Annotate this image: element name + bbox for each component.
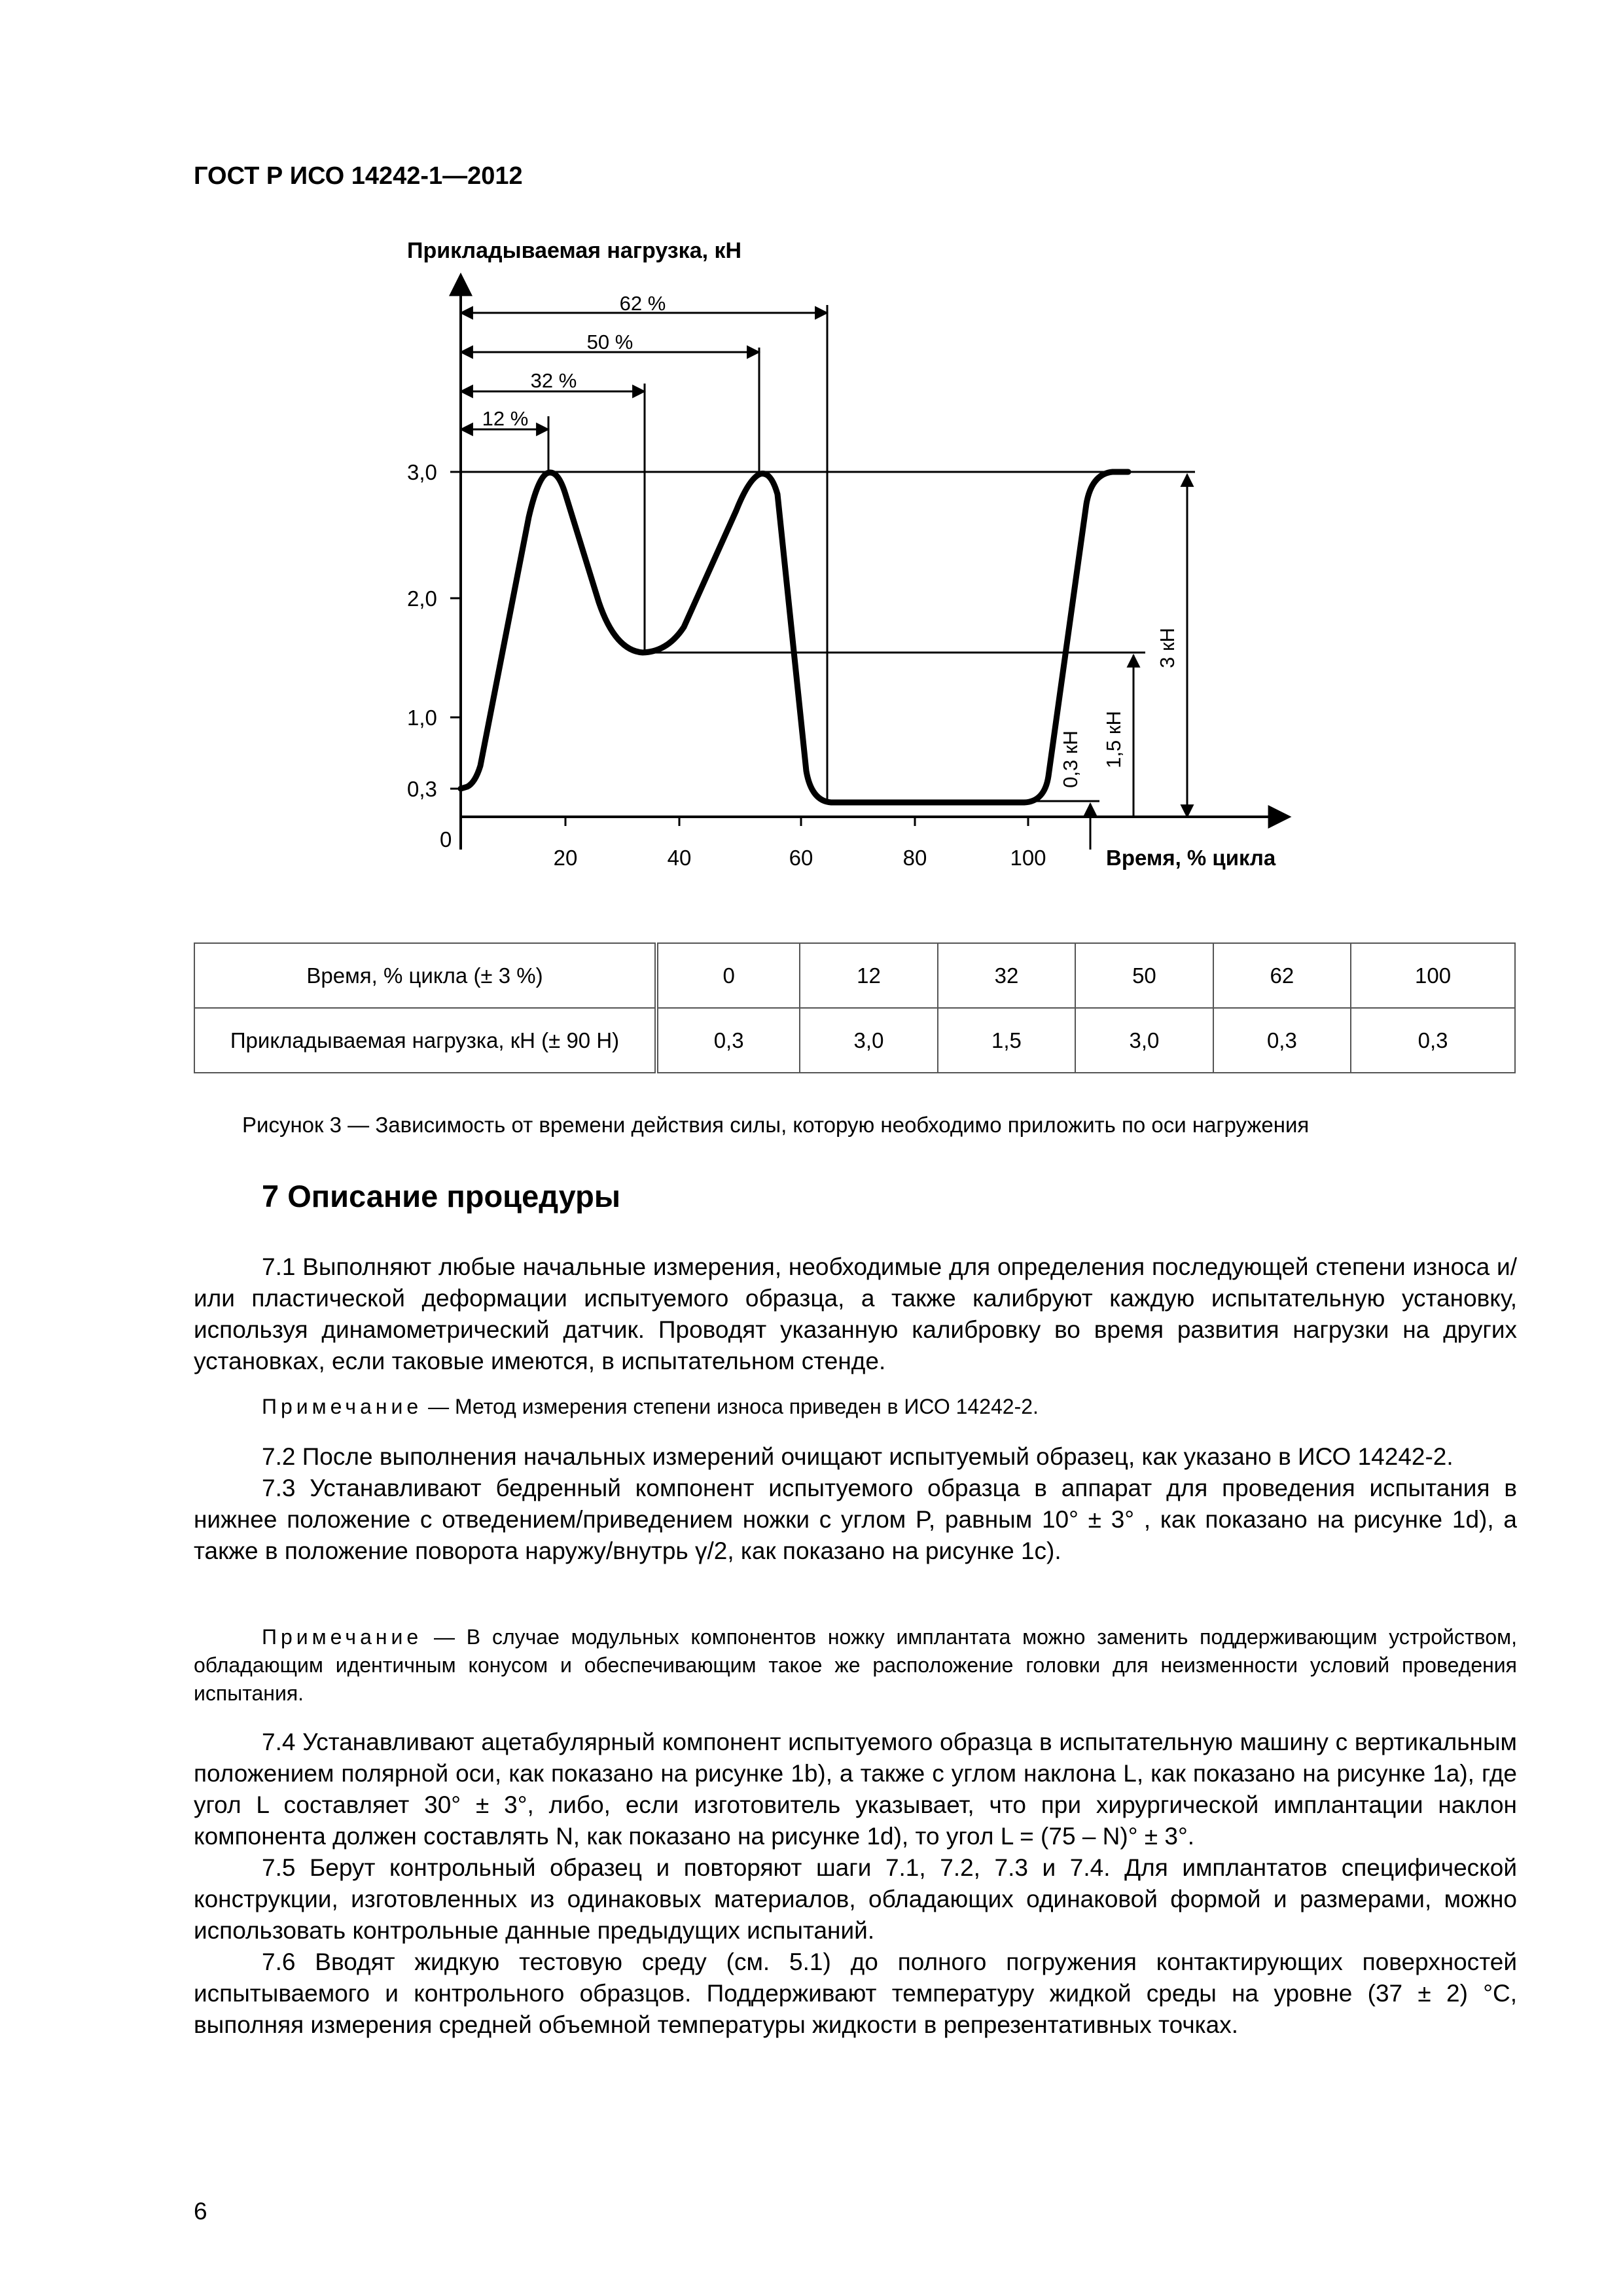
load-time-chart — [0, 0, 1623, 916]
load-time-table — [194, 942, 1516, 1073]
x-axis-label: Время, % цикла — [1106, 846, 1276, 870]
pct-label-62: 62 % — [619, 292, 666, 315]
table-row-label: Прикладываемая нагрузка, кН (± 90 Н) — [194, 1008, 656, 1073]
table-cell: 12 — [800, 943, 937, 1008]
table-cell: 0,3 — [656, 1008, 800, 1073]
amp-label-03: 0,3 кН — [1059, 730, 1082, 788]
note-1-block — [194, 1393, 1517, 1421]
table-cell: 50 — [1075, 943, 1213, 1008]
x-tick-label: 60 — [789, 846, 813, 870]
note-label: Примечание — [262, 1395, 423, 1418]
table-row — [194, 1008, 1515, 1073]
y-tick-label: 1,0 — [407, 706, 437, 730]
table-cell: 0,3 — [1351, 1008, 1515, 1073]
note-2 — [194, 1623, 1517, 1708]
paragraph-7-5: 7.5 Берут контрольный образец и повторяют шаги 7.1, 7.2, 7.3 и 7.4. Для имплантатов специфической конструкции, изготовленных из одинаковых материалов, обладающих одинаковой формой и размерами, можно использовать контрольные данные предыдущих испытаний. — [194, 1854, 1517, 1944]
x-tick-label: 20 — [553, 846, 578, 870]
x-tick-label: 80 — [902, 846, 927, 870]
table-cell: 3,0 — [800, 1008, 937, 1073]
paragraphs-7-4-7-6-block — [194, 1727, 1517, 2041]
table-cell: 32 — [938, 943, 1075, 1008]
origin-label: 0 — [440, 827, 452, 852]
pct-label-50: 50 % — [586, 331, 633, 353]
table-row — [194, 943, 1515, 1008]
figure-caption: Рисунок 3 — Зависимость от времени действия силы, которую необходимо приложить по оси нагружения — [242, 1113, 1310, 1137]
paragraph-7-3: 7.3 Устанавливают бедренный компонент испытуемого образца в аппарат для проведения испытания в нижнее положение с отведением/приведением ножки с углом P, равным 10° ± 3° , как показано на рисунке 1d), а также в положение поворота наружу/внутрь γ/2, как показано на рисунке 1с). — [194, 1475, 1517, 1564]
x-ticks — [565, 817, 1028, 826]
section-title: 7 Описание процедуры — [262, 1179, 620, 1213]
amp-label-15: 1,5 кН — [1102, 711, 1125, 768]
y-axis-label: Прикладываемая нагрузка, кН — [407, 238, 742, 263]
y-tick-label: 0,3 — [407, 777, 437, 801]
document-code-header: ГОСТ Р ИСО 14242-1—2012 — [194, 162, 523, 190]
table-cell: 0,3 — [1213, 1008, 1351, 1073]
paragraph-7-1-block — [194, 1251, 1517, 1377]
table-cell: 0 — [656, 943, 800, 1008]
paragraph-7-2: 7.2 После выполнения начальных измерений очищают испытуемый образец, как указано в ИСО 14242-2. — [262, 1443, 1454, 1470]
pct-label-12: 12 % — [482, 407, 529, 430]
table-cell: 1,5 — [938, 1008, 1075, 1073]
table-cell: 3,0 — [1075, 1008, 1213, 1073]
paragraph-7-1: 7.1 Выполняют любые начальные измерения, необходимые для определения последующей степени износа и/или пластической деформации испытуемого образца, а также калибруют каждую испытательную установку, используя динамометрический датчик. Проводят указанную калибровку во время развития нагрузки на других установках, если таковые имеются, в испытательном стенде. — [194, 1253, 1517, 1374]
y-ticks — [450, 472, 461, 789]
pct-label-32: 32 % — [530, 369, 577, 392]
note-1 — [194, 1393, 1517, 1421]
paragraph-7-6: 7.6 Вводят жидкую тестовую среду (см. 5.1) до полного погружения контактирующих поверхностей испытываемого и контрольного образцов. Поддерживают температуру жидкой среды на уровне (37 ± 2) °С, выполняя измерения средней объемной температуры жидкости в репрезентативных точках. — [194, 1948, 1517, 2038]
table-cell: 62 — [1213, 943, 1351, 1008]
x-tick-label: 40 — [667, 846, 692, 870]
note-2-block — [194, 1623, 1517, 1708]
load-curve — [461, 472, 1128, 802]
x-tick-label: 100 — [1010, 846, 1046, 870]
paragraph-7-4: 7.4 Устанавливают ацетабулярный компонент испытуемого образца в испытательную машину с вертикальным положением полярной оси, как показано на рисунке 1b), а также с углом наклона L, как показано на рисунке 1а), где угол L составляет 30° ± 3°, либо, если изготовитель указывает, что при хирургической имплантации наклон компонента должен составлять N, как показано на рисунке 1d), то угол L = (75 – N)° ± 3°. — [194, 1729, 1517, 1850]
table-row-label: Время, % цикла (± 3 %) — [194, 943, 656, 1008]
amp-label-3: 3 кН — [1156, 628, 1179, 668]
paragraphs-7-2-7-3-block — [194, 1441, 1517, 1567]
note-1-text: — Метод измерения степени износа приведен в ИСО 14242-2. — [422, 1395, 1039, 1418]
y-tick-label: 3,0 — [407, 460, 437, 484]
table-cell: 100 — [1351, 943, 1515, 1008]
note-label: Примечание — [262, 1625, 423, 1649]
page-number: 6 — [194, 2198, 207, 2225]
y-tick-label: 2,0 — [407, 586, 437, 611]
note-2-text: — В случае модульных компонентов ножку имплантата можно заменить поддерживающим устройством, обладающим идентичным конусом и обеспечивающим такое же расположение головки для неизменности условий проведения испытания. — [194, 1625, 1517, 1705]
